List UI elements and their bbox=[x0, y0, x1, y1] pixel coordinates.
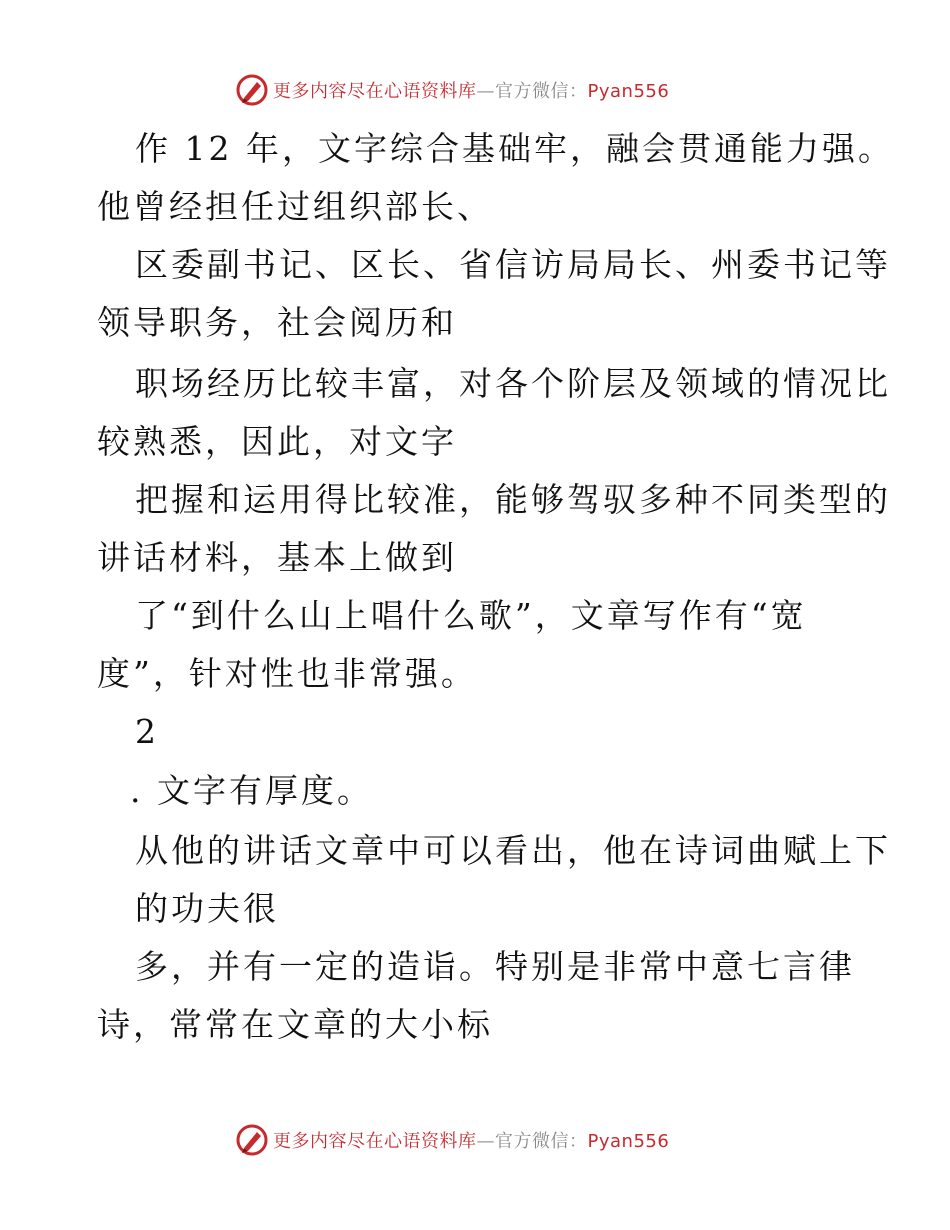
text-line: 他曾经担任过组织部长、 bbox=[97, 187, 493, 226]
text-line: . 文字有厚度。 bbox=[130, 771, 373, 810]
watermark-id: Pyan556 bbox=[587, 1131, 670, 1152]
text-line: 度”，针对性也非常强。 bbox=[97, 654, 477, 693]
text-line: 2 bbox=[135, 712, 159, 751]
watermark-official: 官方微信： bbox=[495, 1131, 588, 1152]
text-line: 的功夫很 bbox=[135, 889, 279, 928]
text-line: 区委副书记、区长、省信访局局长、州委书记等 bbox=[135, 245, 891, 284]
watermark-text bbox=[273, 1127, 669, 1153]
watermark-text bbox=[273, 77, 669, 103]
watermark-dash: — bbox=[476, 81, 495, 102]
text-line: 把握和运用得比较准，能够驾驭多种不同类型的 bbox=[135, 480, 891, 519]
pen-logo-icon bbox=[235, 1123, 269, 1157]
text-line: 多，并有一定的造诣。特别是非常中意七言律 bbox=[135, 947, 855, 986]
watermark-main: 更多内容尽在心语资料库 bbox=[273, 1131, 477, 1152]
watermark-main: 更多内容尽在心语资料库 bbox=[273, 81, 477, 102]
text-line: 较熟悉，因此，对文字 bbox=[97, 422, 457, 461]
text-line: 作 12 年，文字综合基础牢，融会贯通能力强。 bbox=[135, 129, 894, 168]
text-line: 职场经历比较丰富，对各个阶层及领域的情况比 bbox=[135, 364, 891, 403]
text-line: 从他的讲话文章中可以看出，他在诗词曲赋上下 bbox=[135, 831, 891, 870]
footer-watermark bbox=[235, 1120, 669, 1160]
header-watermark bbox=[235, 70, 669, 110]
text-line: 领导职务，社会阅历和 bbox=[97, 303, 457, 342]
text-line: 讲话材料，基本上做到 bbox=[97, 538, 457, 577]
watermark-dash: — bbox=[476, 1131, 495, 1152]
watermark-id: Pyan556 bbox=[587, 81, 670, 102]
pen-logo-icon bbox=[235, 73, 269, 107]
text-line: 了“到什么山上唱什么歌”，文章写作有“宽 bbox=[135, 596, 807, 635]
text-line: 诗，常常在文章的大小标 bbox=[97, 1005, 493, 1044]
watermark-official: 官方微信： bbox=[495, 81, 588, 102]
